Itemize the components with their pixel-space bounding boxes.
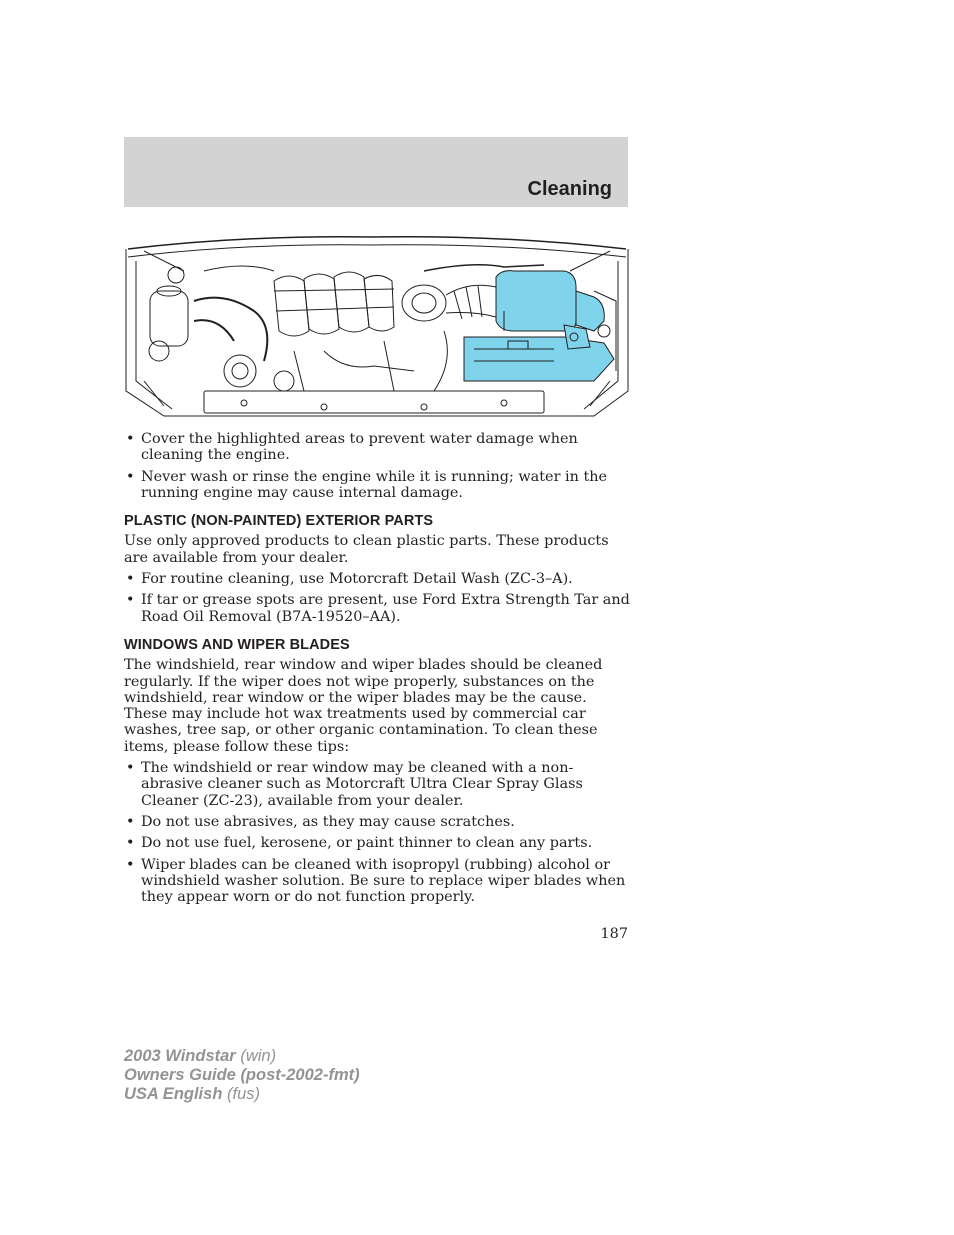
footer-line-model: 2003 Windstar (win)	[124, 1047, 277, 1065]
page-content	[124, 431, 630, 910]
windows-wipers-tips	[124, 760, 630, 905]
windows-wipers-intro: The windshield, rear window and wiper blades should be cleaned regularly. If the wiper does not wipe properly, substances on the windshield, rear window or the wiper blades may be the cause. These may include hot wax treatments used by commercial car washes, tree sap, or other organic contamination. To clean these items, please follow these tips:	[124, 657, 603, 755]
list-item: • Do not use abrasives, as they may cause scratches.	[126, 813, 515, 830]
footer-line-language: USA English (fus)	[124, 1085, 260, 1103]
page-number: 187	[600, 926, 628, 942]
engine-cleaning-tips	[124, 431, 630, 501]
list-item: • Never wash or rinse the engine while it is running; water in the running engine may cause internal damage.	[126, 468, 608, 501]
document-footer	[124, 1047, 360, 1104]
plastic-parts-tips	[124, 571, 630, 625]
list-item: • If tar or grease spots are present, use Ford Extra Strength Tar and Road Oil Removal (B7A-19520–AA).	[126, 592, 630, 625]
plastic-parts-heading: PLASTIC (NON-PAINTED) EXTERIOR PARTS	[124, 513, 434, 530]
section-title: Cleaning	[527, 178, 612, 200]
engine-compartment-illustration	[124, 231, 630, 421]
list-item: • Wiper blades can be cleaned with isopropyl (rubbing) alcohol or windshield washer solution. Be sure to replace wiper blades when they appear worn or do not function properly.	[126, 856, 626, 906]
list-item: • For routine cleaning, use Motorcraft Detail Wash (ZC-3–A).	[126, 571, 573, 588]
footer-line-guide: Owners Guide (post-2002-fmt)	[124, 1066, 360, 1084]
header-band	[124, 137, 628, 207]
list-item: • Do not use fuel, kerosene, or paint thinner to clean any parts.	[126, 835, 593, 852]
list-item: • Cover the highlighted areas to prevent water damage when cleaning the engine.	[126, 431, 578, 464]
windows-wipers-heading: WINDOWS AND WIPER BLADES	[124, 636, 350, 653]
list-item: • The windshield or rear window may be cleaned with a non-abrasive cleaner such as Motorcraft Ultra Clear Spray Glass Cleaner (ZC-23), available from your dealer.	[126, 760, 583, 809]
plastic-parts-intro: Use only approved products to clean plastic parts. These products are available from your dealer.	[124, 533, 609, 566]
